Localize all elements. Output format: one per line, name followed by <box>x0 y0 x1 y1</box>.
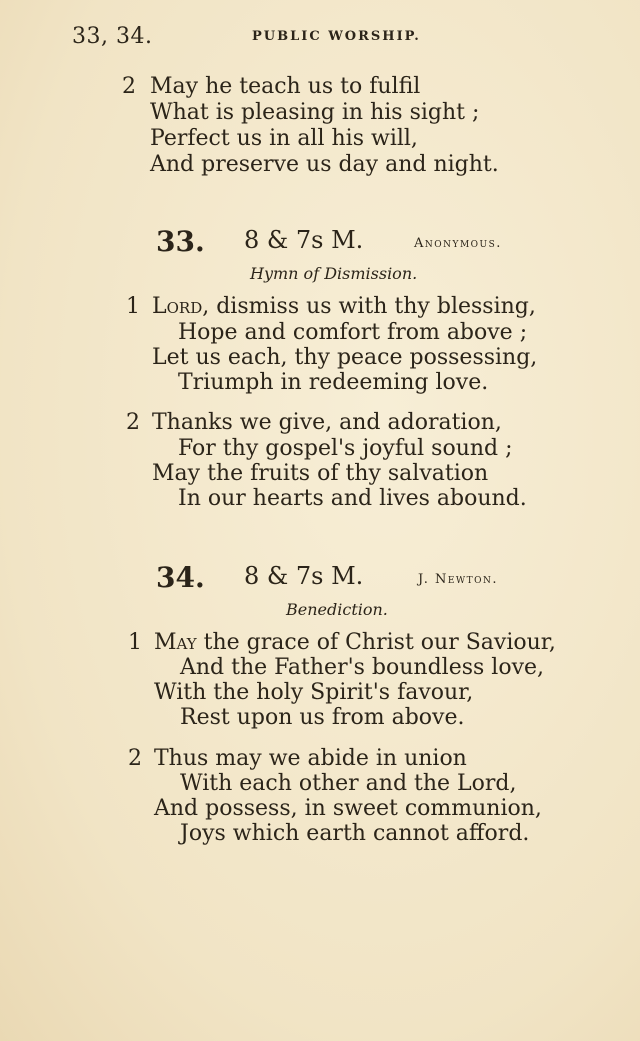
hymn-33-stanza-2-line: For thy gospel's joyful sound ; <box>178 436 513 461</box>
continuation-stanza-number: 2 <box>122 74 136 99</box>
hymn-33-stanza-1-line: Let us each, thy peace possessing, <box>152 345 538 370</box>
hymn-34-author: J. Newton. <box>418 572 499 587</box>
hymn-34-stanza-2-line: Joys which earth cannot afford. <box>180 821 530 846</box>
hymn-34-first-rest: the grace of Christ our Saviour, <box>196 630 556 655</box>
hymn-34-number: 34. <box>156 561 205 594</box>
hymn-34-subtitle: Benediction. <box>286 600 388 619</box>
continuation-line: And preserve us day and night. <box>150 152 499 177</box>
hymn-34-stanza-1-line <box>154 630 556 656</box>
hymn-33-first-rest: , dismiss us with thy blessing, <box>202 294 536 319</box>
hymn-33-stanza-1-line: Hope and comfort from above ; <box>178 320 528 345</box>
hymn-33-stanza-1-line: Triumph in redeeming love. <box>178 370 489 395</box>
continuation-line: May he teach us to fulfil <box>150 74 421 99</box>
hymn-33-meter: 8 & 7s M. <box>244 226 364 254</box>
hymn-34-first-word: May <box>154 630 197 655</box>
hymn-34-stanza-1-line: With the holy Spirit's favour, <box>154 680 474 705</box>
continuation-line: What is pleasing in his sight ; <box>150 100 480 125</box>
hymn-33-stanza-2-number: 2 <box>126 410 140 435</box>
hymn-33-subtitle: Hymn of Dismission. <box>250 264 418 283</box>
running-title: PUBLIC WORSHIP. <box>252 29 421 44</box>
hymn-33-stanza-2-line: Thanks we give, and adoration, <box>152 410 502 435</box>
hymn-34-meter: 8 & 7s M. <box>244 562 364 590</box>
hymn-34-stanza-2-line: With each other and the Lord, <box>180 771 517 796</box>
hymn-34-stanza-1-line: Rest upon us from above. <box>180 705 465 730</box>
page-number: 33, 34. <box>72 24 153 49</box>
hymn-34-stanza-2-number: 2 <box>128 746 142 771</box>
continuation-line: Perfect us in all his will, <box>150 126 418 151</box>
page-header <box>72 24 576 54</box>
hymn-33-author: Anonymous. <box>414 236 502 251</box>
hymn-33-stanza-1-number: 1 <box>126 294 140 319</box>
hymn-33-stanza-1-line <box>152 294 536 320</box>
hymn-34-stanza-2-line: Thus may we abide in union <box>154 746 467 771</box>
hymn-33-first-word: Lord <box>152 294 203 319</box>
hymn-34-stanza-1-line: And the Father's boundless love, <box>180 655 545 680</box>
hymn-33-stanza-2-line: In our hearts and lives abound. <box>178 486 527 511</box>
hymn-34-stanza-1-number: 1 <box>128 630 142 655</box>
hymn-33-stanza-2-line: May the fruits of thy salvation <box>152 461 489 486</box>
hymn-33-number: 33. <box>156 225 205 258</box>
hymn-34-stanza-2-line: And possess, in sweet communion, <box>154 796 542 821</box>
